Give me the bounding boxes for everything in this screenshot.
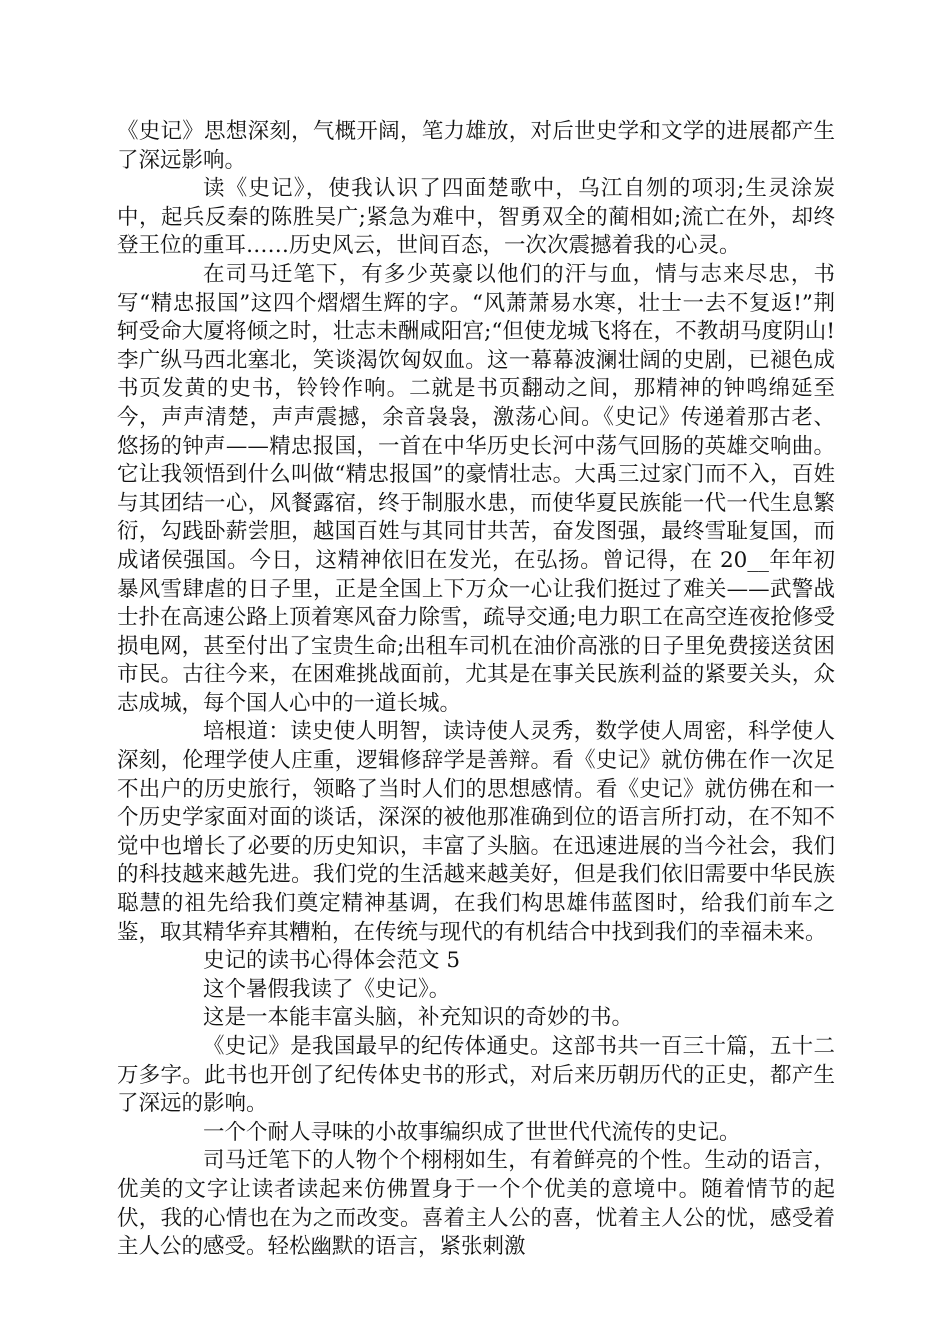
paragraph-1: 《史记》思想深刻，气概开阔，笔力雄放，对后世史学和文学的进展都产生了深远影响。 [117, 119, 835, 173]
paragraph-10: 司马迁笔下的人物个个栩栩如生，有着鲜亮的个性。生动的语言，优美的文字让读者读起来仿佛置身于一个个优美的意境中。随着情节的起伏，我的心情也在为之而改变。喜着主人公的喜，忧着主人公的忧，感受着主人公的感受。轻松幽默的语言，紧张刺激 [117, 1148, 835, 1260]
section-heading: 史记的读书心得体会范文 5 [203, 948, 461, 974]
paragraph-2: 读《史记》，使我认识了四面楚歌中，乌江自刎的项羽;生灵涂炭中，起兵反秦的陈胜吴广;紧急为难中，智勇双全的蔺相如;流亡在外，却终登王位的重耳……历史风云，世间百态，一次次震撼着我的心灵。 [117, 176, 835, 259]
paragraph-3: 在司马迁笔下，有多少英豪以他们的汗与血，情与志来尽忠，书写“精忠报国”这四个熠熠生辉的字。“风萧萧易水寒，壮士一去不复返!”荆轲受命大厦将倾之时，壮志未酬咸阳宫;“但使龙城飞将在，不教胡马度阴山!李广纵马西北塞北，笑谈渴饮匈奴血。这一幕幕波澜壮阔的史剧，已褪色成书页发黄的史书，铃铃作响。二就是书页翻动之间，那精神的钟鸣绵延至今，声声清楚，声声震撼，余音袅袅，激荡心间。《史记》传递着那古老、悠扬的钟声——精忠报国，一首在中华历史长河中荡气回肠的英雄交响曲。它让我领悟到什么叫做“精忠报国”的豪情壮志。大禹三过家门而不入，百姓与其团结一心，风餐露宿，终于制服水患，而使华夏民族能一代一代生息繁衍，勾践卧薪尝胆，越国百姓与其同甘共苦，奋发图强，最终雪耻复国，而成诸侯强国。今日，这精神依旧在发光，在弘扬。曾记得，在 20__年年初暴风雪肆虐的日子里，正是全国上下万众一心让我们挺过了难关——武警战士扑在高速公路上顶着寒风奋力除雪，疏导交通;电力职工在高空连夜抢修受损电网，甚至付出了宝贵生命;出租车司机在油价高涨的日子里免费接送贫困市民。古往今来，在困难挑战面前，尤其是在事关民族利益的紧要关头，众志成城，每个国人心中的一道长城。 [117, 261, 835, 716]
paragraph-9: 一个个耐人寻味的小故事编织成了世世代代流传的史记。 [203, 1119, 741, 1145]
paragraph-4: 培根道：读史使人明智，读诗使人灵秀，数学使人周密，科学使人深刻，伦理学使人庄重，逻辑修辞学是善辩。看《史记》就仿佛在作一次足不出户的历史旅行，领略了当时人们的思想感情。看《史记》就仿佛在和一个历史学家面对面的谈话，深深的被他那准确到位的语言所打动，在不知不觉中也增长了必要的历史知识，丰富了头脑。在迅速进展的当今社会，我们的科技越来越先进。我们党的生活越来越美好，但是我们依旧需要中华民族聪慧的祖先给我们奠定精神基调，在我们构思雄伟蓝图时，给我们前车之鉴，取其精华弃其糟粕，在传统与现代的有机结合中找到我们的幸福未来。 [117, 719, 835, 945]
paragraph-6: 这个暑假我读了《史记》。 [203, 976, 451, 1002]
paragraph-7: 这是一本能丰富头脑，补充知识的奇妙的书。 [203, 1005, 634, 1031]
paragraph-8: 《史记》是我国最早的纪传体通史。这部书共一百三十篇，五十二万多字。此书也开创了纪传体史书的形式，对后来历朝历代的正史，都产生了深远的影响。 [117, 1034, 835, 1117]
document-body [117, 118, 835, 1262]
